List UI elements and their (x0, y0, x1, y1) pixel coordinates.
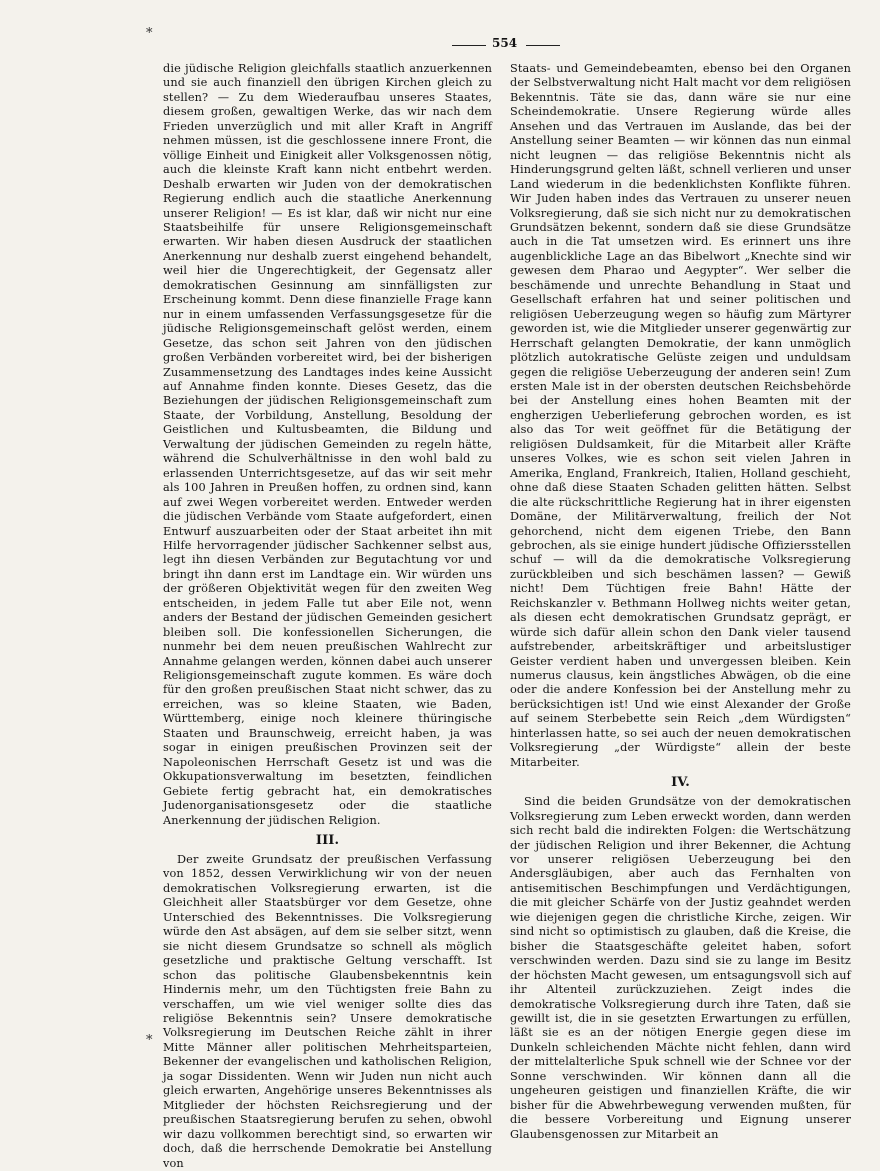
section-heading-iii: III. (315, 833, 340, 849)
left-column (163, 62, 492, 1171)
right-paragraph-1: Staats- und Gemeindebeamten, ebenso bei den Organen der Selbstverwaltung nicht Halt macht vor dem religiösen Bekenntnis. Täte sie das, dann wäre sie nur eine Scheindemokratie. Unsere Regierung würde alles Ansehen und das Vertrauen im Auslande, das bei der Anstellung seiner Beamten — wir können das nun einmal nicht leugnen — das religiöse Bekenntnis nicht als Hinderungsgrund gelten läßt, schnell verlieren und unser Land wiederum in die bedenklichsten Konflikte führen. Wir Juden haben indes das Vertrauen zu unserer neuen Volksregierung, daß sie sich nicht nur zu demokratischen Grundsätzen bekennt, sondern daß sie diese Grundsätze auch in die Tat umsetzen wird. Es erinnert uns ihre augenblickliche Lage an das Bibelwort „Knechte sind wir gewesen dem Pharao und Aegypter“. Wer selber die beschämende und unrechte Behandlung in Staat und Gesellschaft erfahren hat und seiner politischen und religiösen Ueberzeugung wegen so häufig zum Märtyrer geworden ist, wie die Mitglieder unserer gegenwärtig zur Herrschaft gelangten Demokratie, der kann unmöglich plötzlich autokratische Gelüste zeigen und unduldsam gegen die religiöse Ueberzeugung der anderen sein! Zum ersten Male ist in der obersten deutschen Reichsbehörde bei der Anstellung eines hohen Beamten mit der engherzigen Ueberlieferung gebrochen worden, es ist also das Tor weit geöffnet für die Betätigung der religiösen Duldsamkeit, für die Mitarbeit aller Kräfte unseres Volkes, wie es schon seit vielen Jahren in Amerika, England, Frankreich, Italien, Holland geschieht, ohne daß diese Staaten Schaden gelitten hätten. Selbst die alte rückschrittliche Regierung hat in ihrer eigensten Domäne, der Militärverwaltung, freilich der Not gehorchend, nicht dem eigenen Triebe, den Bann gebrochen, als sie einige hundert jüdische Offiziersstellen schuf — will da die demokratische Volksregierung zurückbleiben und sich beschämen lassen? — Gewiß nicht! Dem Tüchtigen freie Bahn! Hätte der Reichskanzler v. Bethmann Hollweg nichts weiter getan, als diesen echt demokratischen Grundsatz geprägt, er würde sich dafür allein schon den Dank vieler tausend aufstrebender, arbeitskräftiger und arbeitslustiger Geister verdient haben und unvergessen bleiben. Kein numerus clausus, kein ängstliches Abwägen, ob die eine oder die andere Konfession bei der Anstellung mehr zu berücksichtigen ist! Und wie einst Alexander der Große auf seinem Sterbebette sein Reich „dem Würdigsten“ hinterlassen hatte, so sei auch der neuen demokratischen Volksregierung „der Würdigste“ allein der beste Mitarbeiter. (510, 62, 851, 769)
margin-mark-top: * (146, 26, 153, 41)
right-paragraph-2: Sind die beiden Grundsätze von der demokratischen Volksregierung zum Leben erweckt worden, dann werden sich recht bald die indirekten Folgen: die Wertschätzung der jüdischen Religion und ihrer Bekenner, die Achtung vor unserer religiösen Ueberzeugung bei den Andersgläubigen, aber auch das Fernhalten von antisemitischen Beschimpfungen und Verdächtigungen, die mit gleicher Schärfe von der Justiz geahndet werden wie diejenigen gegen die christliche Kirche, zeigen. Wir sind nicht so optimistisch zu glauben, daß die Kreise, die bisher die Staatsgeschäfte geleitet haben, sofort verschwinden werden. Dazu sind sie zu lange im Besitz der höchsten Macht gewesen, um entsagungsvoll sich auf ihr Altenteil zurückzuziehen. Zeigt indes die demokratische Volksregierung durch ihre Taten, daß sie gewillt ist, die in sie gesetzten Erwartungen zu erfüllen, läßt sie es an der nötigen Energie gegen diese im Dunkeln schleichenden Mächte nicht fehlen, dann wird der mittelalterliche Spuk schnell wie der Schnee vor der Sonne verschwinden. Wir können dann all die ungeheuren geistigen und finanziellen Kräfte, die wir bisher für die Abwehrbewegung verwenden mußten, für die bessere Vorbereitung und Eignung unserer Glaubensgenossen zur Mitarbeit an (510, 795, 851, 1141)
header-rule-right (526, 45, 560, 46)
section-heading-iv: IV. (671, 775, 690, 791)
page-number: 554 (492, 36, 518, 50)
left-paragraph-2: Der zweite Grundsatz der preußischen Verfassung von 1852, dessen Verwirklichung wir von der neuen demokratischen Volksregierung erwarten, ist die Gleichheit aller Staatsbürger vor dem Gesetze, ohne Unterschied des Bekenntnisses. Die Volksregierung würde den Ast absägen, auf dem sie selber sitzt, wenn sie nicht diesem Grundsatze so schnell als möglich gesetzliche und praktische Geltung verschafft. Ist schon das politische Glaubensbekenntnis kein Hindernis mehr, um den Tüchtigsten freie Bahn zu verschaffen, um wie viel weniger sollte dies das religiöse Bekenntnis sein? Unsere demokratische Volksregierung im Deutschen Reiche zählt in ihrer Mitte Männer aller politischen Mehrheitsparteien, Bekenner der evangelischen und katholischen Religion, ja sogar Dissidenten. Wenn wir Juden nun nicht auch gleich erwarten, Angehörige unseres Bekenntnisses als Mitglieder der höchsten Reichsregierung und der preußischen Staatsregierung berufen zu sehen, obwohl wir dazu vollkommen berechtigt sind, so erwarten wir doch, daß die herrschende Demokratie bei Anstellung von (163, 853, 492, 1170)
left-paragraph-1: die jüdische Religion gleichfalls staatlich anzuerkennen und sie auch finanziell den übrigen Kirchen gleich zu stellen? — Zu dem Wiederaufbau unseres Staates, diesem großen, gewaltigen Werke, das wir nach dem Frieden unverzüglich und mit aller Kraft in Angriff nehmen müssen, ist die geschlossene innere Front, die völlige Einheit und Einigkeit aller Volksgenossen nötig, auch die kleinste Kraft kann nicht entbehrt werden. Deshalb erwarten wir Juden von der demokratischen Regierung endlich auch die staatliche Anerkennung unserer Religion! — Es ist klar, daß wir nicht nur eine Staatsbeihilfe für unsere Religionsgemeinschaft erwarten. Wir haben diesen Ausdruck der staatlichen Anerkennung nur deshalb zuerst eingehend behandelt, weil hier die Ungerechtigkeit, der Gegensatz aller demokratischen Gesinnung am sinnfälligsten zur Erscheinung kommt. Denn diese finanzielle Frage kann nur in einem umfassenden Verfassungsgesetze für die jüdische Religionsgemeinschaft gelöst werden, einem Gesetze, das schon seit Jahren von den jüdischen großen Verbänden vorbereitet wird, bei der bisherigen Zusammensetzung des Landtages indes keine Aussicht auf Annahme finden konnte. Dieses Gesetz, das die Beziehungen der jüdischen Religionsgemeinschaft zum Staate, der Vorbildung, Anstellung, Besoldung der Geistlichen und Kultusbeamten, die Bildung und Verwaltung der jüdischen Gemeinden zu regeln hätte, während die Schulverhältnisse in den wohl bald zu erlassenden Unterrichtsgesetze, auf das wir seit mehr als 100 Jahren in Preußen hoffen, zu ordnen sind, kann auf zwei Wegen vorbereitet werden. Entweder werden die jüdischen Verbände vom Staate aufgefordert, einen Entwurf auszuarbeiten oder der Staat arbeitet ihn mit Hilfe hervorragender jüdischer Sachkenner selbst aus, legt ihn diesen Verbänden zur Begutachtung vor und bringt ihn dann erst im Landtage ein. Wir würden uns der größeren Objektivität wegen für den zweiten Weg entscheiden, in jedem Falle tut aber Eile not, wenn anders der Bestand der jüdischen Gemeinden gesichert bleiben soll. Die konfessionellen Sicherungen, die nunmehr bei dem neuen preußischen Wahlrecht zur Annahme gelangen werden, können dabei auch unserer Religionsgemeinschaft zugute kommen. Es wäre doch für den großen preußischen Staat nicht schwer, das zu erreichen, was so kleine Staaten, wie Baden, Württemberg, einige noch kleinere thüringische Staaten und Braunschweig, erreicht haben, ja was sogar in einigen preußischen Provinzen seit der Napoleonischen Herrschaft Gesetz ist und was die Okkupationsverwaltung im besetzten, feindlichen Gebiete fertig gebracht hat, ein demokratisches Judenorganisationsgesetz oder die staatliche Anerkennung der jüdischen Religion. (163, 62, 492, 827)
margin-mark-bottom: * (146, 1033, 153, 1048)
header-rule-left (452, 45, 486, 46)
right-column (510, 62, 851, 1142)
page-header (0, 36, 880, 52)
